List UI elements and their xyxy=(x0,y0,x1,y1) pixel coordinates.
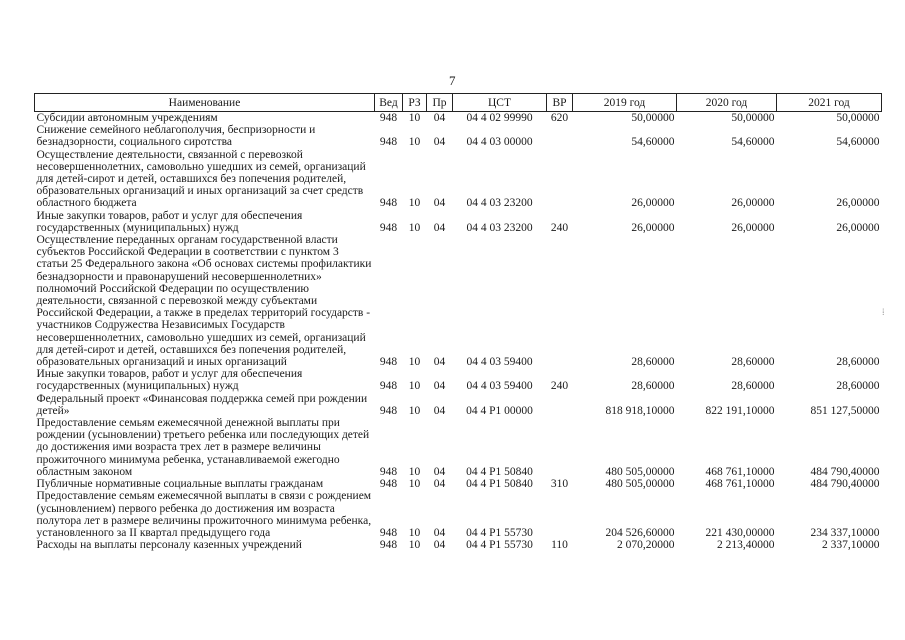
row-2021: 26,00000 xyxy=(836,221,880,234)
row-pr: 04 xyxy=(433,136,446,149)
row-2020: 28,60000 xyxy=(731,356,775,369)
row-cst: 04 4 P1 00000 xyxy=(466,404,533,417)
row-2020: 468 761,10000 xyxy=(705,465,775,478)
row-ved: 948 xyxy=(379,465,398,478)
row-cst: 04 4 03 00000 xyxy=(466,136,533,149)
row-rz: 10 xyxy=(408,465,421,478)
row-pr: 04 xyxy=(433,197,446,210)
row-pr: 04 xyxy=(433,356,446,369)
row-2021: 28,60000 xyxy=(836,356,880,369)
table-row xyxy=(35,539,882,551)
row-rz: 10 xyxy=(408,136,421,149)
row-vr: 620 xyxy=(550,112,569,124)
row-2020: 26,00000 xyxy=(731,221,775,234)
table-row xyxy=(35,210,882,234)
row-pr: 04 xyxy=(433,478,446,491)
row-cst: 04 4 P1 55730 xyxy=(466,539,533,552)
row-ved: 948 xyxy=(379,539,398,552)
row-rz: 10 xyxy=(408,356,421,369)
row-2021: 26,00000 xyxy=(836,197,880,210)
row-name: Осуществление деятельности, связанной с перевозкой несовершеннолетних, самовольно ушедших из семей, организаций для детей-сирот и детей, оставшихся без попечения родителей, образовательных организаций и иных организаций за счет средств областного бюджета xyxy=(36,148,366,210)
header-cst: ЦСТ xyxy=(453,94,547,112)
row-rz: 10 xyxy=(408,380,421,393)
row-ved: 948 xyxy=(379,356,398,369)
budget-table xyxy=(34,93,882,551)
row-vr xyxy=(547,124,573,148)
header-ved: Вед xyxy=(375,94,403,112)
row-name: Предоставление семьям ежемесячной выплаты в связи с рождением (усыновлением) первого ребенка до достижения им возраста полутора лет в размере величины прожиточного минимума ребенка, установленного за II квартал предыдущего года xyxy=(36,490,372,539)
row-2019: 28,60000 xyxy=(631,356,675,369)
row-name: Федеральный проект «Финансовая поддержка семей при рождении детей» xyxy=(36,392,368,417)
header-pr: Пр xyxy=(427,94,453,112)
row-2020: 468 761,10000 xyxy=(705,478,775,491)
row-2019: 480 505,00000 xyxy=(605,465,675,478)
table-row xyxy=(35,234,882,368)
row-ved: 948 xyxy=(379,478,398,491)
page-number: 7 xyxy=(449,73,456,88)
table-row xyxy=(35,124,882,148)
row-2019: 26,00000 xyxy=(631,197,675,210)
row-name: Осуществление переданных органам государственной власти субъектов Российской Федерации в соответствии с пунктом 3 статьи 25 Федерального закона «Об основах системы профилактики безнадзорности и правонарушений несовершеннолетних» полномочий Российской Федерации по осуществлению деятельности, связанной с перевозкой между субъектами Российской Федерации, а также в пределах территорий государств - участников Содружества Независимых Государств несовершеннолетних, самовольно ушедших из семей, организаций для детей-сирот и детей, оставшихся без попечения родителей, образовательных организаций и иных организаций xyxy=(36,234,372,369)
row-2019: 204 526,60000 xyxy=(605,526,675,539)
row-vr xyxy=(547,417,573,478)
row-vr: 240 xyxy=(550,380,569,393)
table-row xyxy=(35,393,882,417)
row-name: Расходы на выплаты персоналу казенных учреждений xyxy=(36,539,302,552)
table-header-row xyxy=(35,94,882,112)
row-pr: 04 xyxy=(433,221,446,234)
row-vr xyxy=(547,149,573,210)
row-ved: 948 xyxy=(379,197,398,210)
row-pr: 04 xyxy=(433,404,446,417)
header-2020: 2020 год xyxy=(677,94,777,112)
row-vr xyxy=(547,393,573,417)
row-2019: 54,60000 xyxy=(631,136,675,149)
row-pr: 04 xyxy=(433,539,446,552)
row-2019: 28,60000 xyxy=(631,380,675,393)
row-cst: 04 4 03 59400 xyxy=(466,380,533,393)
row-2020: 50,00000 xyxy=(731,112,775,124)
row-pr: 04 xyxy=(433,380,446,393)
header-vr: ВР xyxy=(547,94,573,112)
row-2020: 822 191,10000 xyxy=(705,404,775,417)
row-rz: 10 xyxy=(408,526,421,539)
row-vr xyxy=(547,490,573,539)
row-pr: 04 xyxy=(433,112,446,124)
row-2021: 484 790,40000 xyxy=(810,465,880,478)
row-rz: 10 xyxy=(408,112,421,124)
table-row xyxy=(35,368,882,392)
row-pr: 04 xyxy=(433,526,446,539)
row-rz: 10 xyxy=(408,478,421,491)
row-cst: 04 4 03 23200 xyxy=(466,221,533,234)
row-vr: 310 xyxy=(550,478,569,491)
row-rz: 10 xyxy=(408,197,421,210)
row-2020: 26,00000 xyxy=(731,197,775,210)
row-cst: 04 4 P1 55730 xyxy=(466,526,533,539)
row-cst: 04 4 P1 50840 xyxy=(466,465,533,478)
header-2021: 2021 год xyxy=(777,94,882,112)
table-row xyxy=(35,417,882,478)
row-2019: 26,00000 xyxy=(631,221,675,234)
row-2020: 2 213,40000 xyxy=(717,539,775,552)
row-ved: 948 xyxy=(379,526,398,539)
scan-speck-mark: ⁞ xyxy=(882,307,885,317)
row-name: Иные закупки товаров, работ и услуг для обеспечения государственных (муниципальных) нужд xyxy=(36,368,303,393)
row-name: Снижение семейного неблагополучия, беспризорности и безнадзорности, социального сиротства xyxy=(36,124,316,149)
row-2021: 484 790,40000 xyxy=(810,478,880,491)
row-pr: 04 xyxy=(433,465,446,478)
row-name: Иные закупки товаров, работ и услуг для обеспечения государственных (муниципальных) нужд xyxy=(36,209,303,234)
row-cst: 04 4 02 99990 xyxy=(466,112,533,124)
row-ved: 948 xyxy=(379,380,398,393)
row-rz: 10 xyxy=(408,539,421,552)
row-cst: 04 4 03 59400 xyxy=(466,356,533,369)
row-cst: 04 4 03 23200 xyxy=(466,197,533,210)
row-name: Предоставление семьям ежемесячной денежной выплаты при рождении (усыновлении) третьего ребенка или последующих детей до достижения ими возраста трех лет в размере величины прожиточного минимума ребенка, устанавливаемой ежегодно областным законом xyxy=(36,417,370,478)
row-rz: 10 xyxy=(408,404,421,417)
table-row xyxy=(35,112,882,125)
row-2019: 480 505,00000 xyxy=(605,478,675,491)
row-name: Публичные нормативные социальные выплаты гражданам xyxy=(36,478,324,491)
header-2019: 2019 год xyxy=(573,94,677,112)
row-2020: 54,60000 xyxy=(731,136,775,149)
row-2021: 234 337,10000 xyxy=(810,526,880,539)
row-2020: 221 430,00000 xyxy=(705,526,775,539)
table-row xyxy=(35,478,882,490)
row-2019: 50,00000 xyxy=(631,112,675,124)
row-2021: 2 337,10000 xyxy=(822,539,880,552)
row-cst: 04 4 P1 50840 xyxy=(466,478,533,491)
row-2021: 28,60000 xyxy=(836,380,880,393)
row-2019: 2 070,20000 xyxy=(617,539,675,552)
row-name: Субсидии автономным учреждениям xyxy=(36,112,218,124)
row-2020: 28,60000 xyxy=(731,380,775,393)
row-ved: 948 xyxy=(379,136,398,149)
table-row xyxy=(35,149,882,210)
row-vr: 110 xyxy=(551,539,568,552)
header-name: Наименование xyxy=(35,94,375,112)
row-vr xyxy=(547,234,573,368)
header-rz: РЗ xyxy=(403,94,427,112)
row-2021: 54,60000 xyxy=(836,136,880,149)
row-ved: 948 xyxy=(379,404,398,417)
row-2021: 50,00000 xyxy=(836,112,880,124)
row-2021: 851 127,50000 xyxy=(810,404,880,417)
row-vr: 240 xyxy=(550,221,569,234)
row-ved: 948 xyxy=(379,221,398,234)
row-ved: 948 xyxy=(379,112,398,124)
table-row xyxy=(35,490,882,539)
row-rz: 10 xyxy=(408,221,421,234)
row-2019: 818 918,10000 xyxy=(605,404,675,417)
